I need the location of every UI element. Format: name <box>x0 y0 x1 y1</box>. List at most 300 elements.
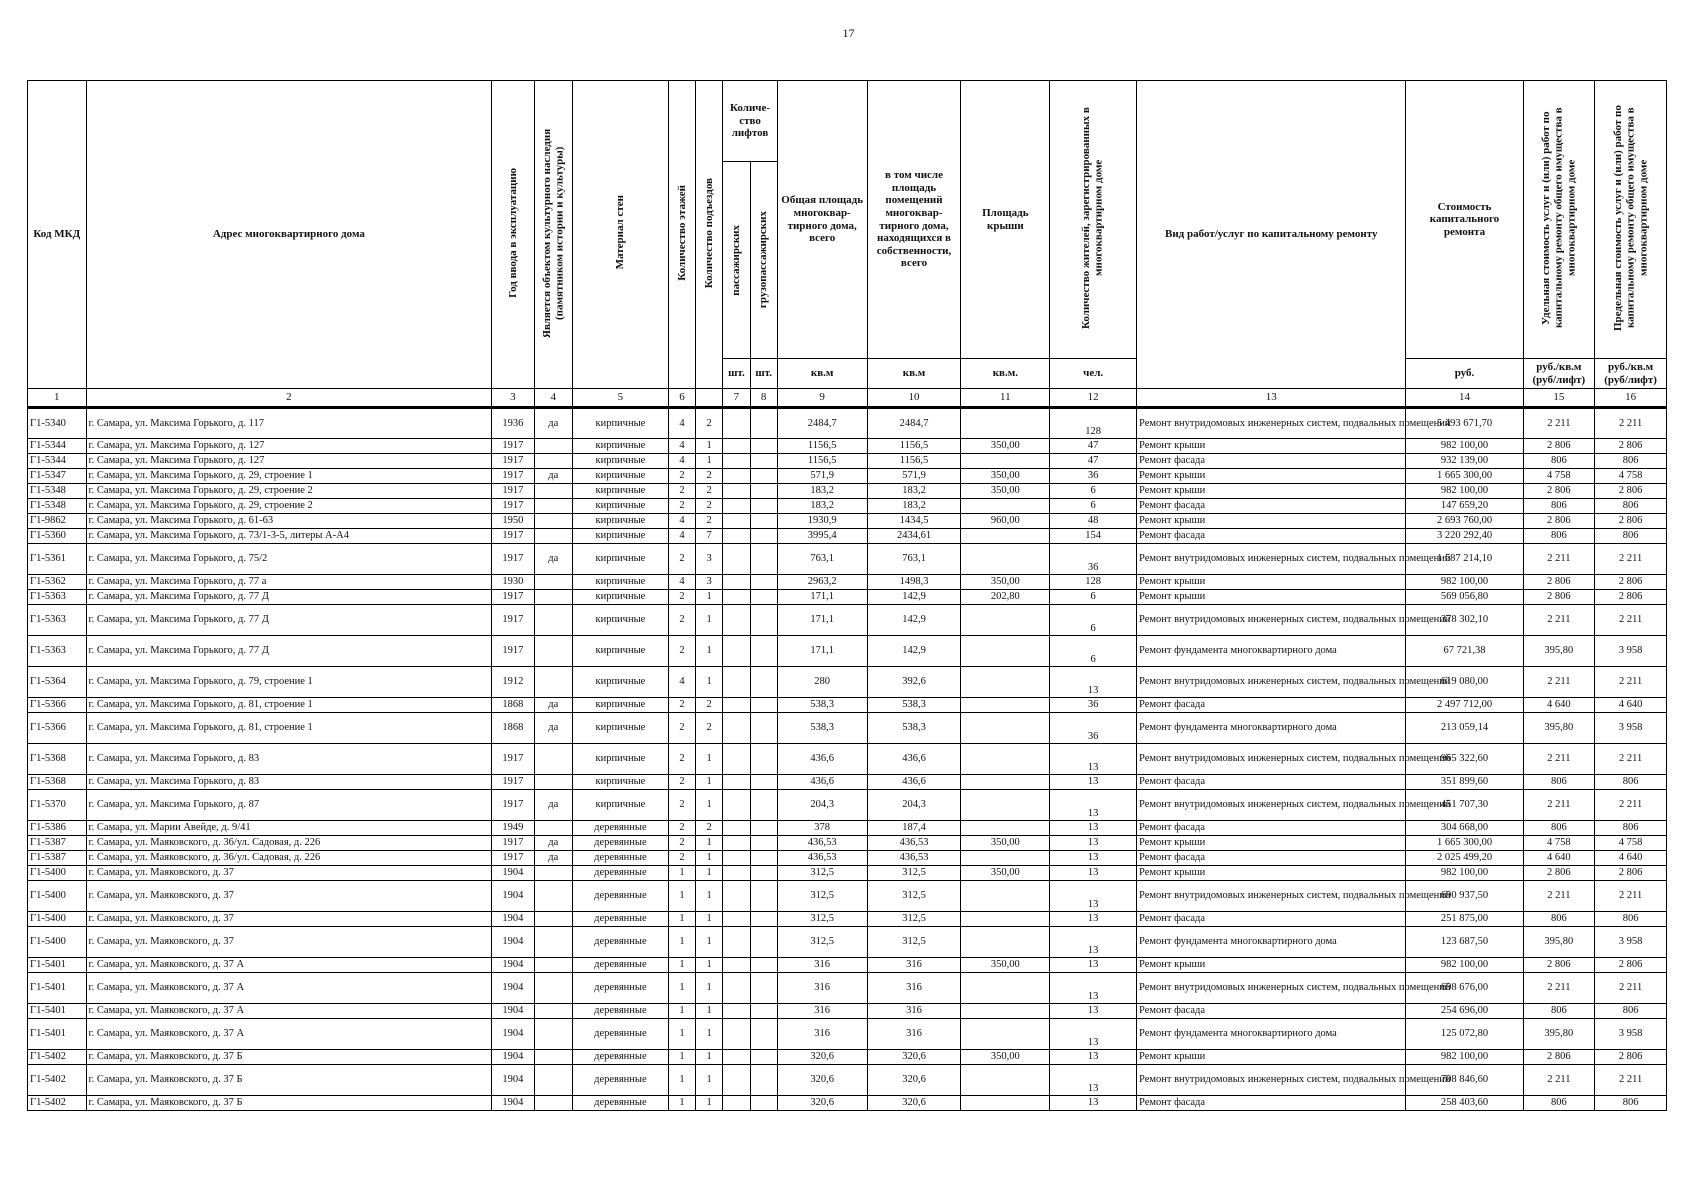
cell-limit-cost: 2 806 <box>1595 514 1667 529</box>
cell-address: г. Самара, ул. Максима Горького, д. 83 <box>86 744 492 775</box>
cell-total-area: 312,5 <box>777 881 867 912</box>
cell-material: деревянные <box>572 1019 668 1050</box>
cell-material: кирпичные <box>572 713 668 744</box>
cell-entrances: 1 <box>696 1019 723 1050</box>
cell-floors: 2 <box>668 790 695 821</box>
cell-total-area: 171,1 <box>777 605 867 636</box>
table-row <box>28 636 1667 667</box>
unit-cost: руб. <box>1406 359 1523 389</box>
table-row <box>28 1004 1667 1019</box>
cell-cost: 213 059,14 <box>1406 713 1523 744</box>
cell-freight-lifts <box>750 590 777 605</box>
cell-floors: 2 <box>668 775 695 790</box>
cell-address: г. Самара, ул. Максима Горького, д. 29, строение 2 <box>86 484 492 499</box>
cell-address: г. Самара, ул. Максима Горького, д. 79, строение 1 <box>86 667 492 698</box>
cell-residents: 13 <box>1050 1019 1137 1050</box>
colnum: 9 <box>777 389 867 408</box>
cell-roof-area <box>961 713 1050 744</box>
cell-freight-lifts <box>750 973 777 1004</box>
cell-code: Г1-9862 <box>28 514 87 529</box>
cell-code: Г1-5348 <box>28 484 87 499</box>
cell-material: кирпичные <box>572 529 668 544</box>
cell-material: кирпичные <box>572 636 668 667</box>
cell-freight-lifts <box>750 605 777 636</box>
unit-freight: шт. <box>750 359 777 389</box>
cell-passenger-lifts <box>723 499 750 514</box>
cell-floors: 1 <box>668 866 695 881</box>
cell-floors: 2 <box>668 836 695 851</box>
cell-address: г. Самара, ул. Максима Горького, д. 77 Д <box>86 636 492 667</box>
cell-heritage <box>534 1065 572 1096</box>
cell-owned-area: 142,9 <box>867 605 961 636</box>
cell-year: 1917 <box>492 499 534 514</box>
cell-heritage <box>534 605 572 636</box>
cell-heritage <box>534 499 572 514</box>
cell-owned-area: 187,4 <box>867 821 961 836</box>
cell-unit-cost: 806 <box>1523 775 1595 790</box>
cell-passenger-lifts <box>723 851 750 866</box>
table-row <box>28 469 1667 484</box>
cell-entrances: 1 <box>696 866 723 881</box>
header-year: Год ввода в эксплуатацию <box>492 81 534 389</box>
unit-residents: чел. <box>1050 359 1137 389</box>
cell-year: 1917 <box>492 529 534 544</box>
cell-code: Г1-5348 <box>28 499 87 514</box>
table-row <box>28 744 1667 775</box>
cell-owned-area: 538,3 <box>867 713 961 744</box>
cell-roof-area <box>961 973 1050 1004</box>
cell-entrances: 1 <box>696 454 723 469</box>
cell-heritage: да <box>534 698 572 713</box>
cell-total-area: 312,5 <box>777 927 867 958</box>
cell-passenger-lifts <box>723 667 750 698</box>
cell-total-area: 316 <box>777 958 867 973</box>
cell-roof-area <box>961 744 1050 775</box>
header-heritage: Является объектом культурного наследия (памятником истории и культуры) <box>534 81 572 389</box>
cell-code: Г1-5366 <box>28 713 87 744</box>
cell-year: 1917 <box>492 454 534 469</box>
cell-heritage <box>534 881 572 912</box>
cell-total-area: 763,1 <box>777 544 867 575</box>
cell-material: кирпичные <box>572 484 668 499</box>
cell-limit-cost: 806 <box>1595 821 1667 836</box>
header-code: Код МКД <box>28 81 87 389</box>
cell-unit-cost: 2 211 <box>1523 790 1595 821</box>
cell-passenger-lifts <box>723 469 750 484</box>
cell-material: деревянные <box>572 1096 668 1111</box>
cell-owned-area: 538,3 <box>867 698 961 713</box>
cell-total-area: 571,9 <box>777 469 867 484</box>
cell-limit-cost: 2 806 <box>1595 958 1667 973</box>
cell-year: 1949 <box>492 821 534 836</box>
cell-floors: 1 <box>668 927 695 958</box>
cell-passenger-lifts <box>723 713 750 744</box>
cell-unit-cost: 806 <box>1523 454 1595 469</box>
cell-code: Г1-5400 <box>28 881 87 912</box>
table-row <box>28 484 1667 499</box>
table-row <box>28 775 1667 790</box>
cell-code: Г1-5361 <box>28 544 87 575</box>
cell-code: Г1-5360 <box>28 529 87 544</box>
cell-entrances: 2 <box>696 698 723 713</box>
cell-limit-cost: 2 211 <box>1595 744 1667 775</box>
cell-cost: 2 693 760,00 <box>1406 514 1523 529</box>
page-number: 17 <box>842 26 855 40</box>
cell-work-type: Ремонт фасада <box>1137 1004 1406 1019</box>
cell-cost: 965 322,60 <box>1406 744 1523 775</box>
cell-cost: 258 403,60 <box>1406 1096 1523 1111</box>
cell-floors: 4 <box>668 514 695 529</box>
cell-cost: 1 687 214,10 <box>1406 544 1523 575</box>
cell-passenger-lifts <box>723 605 750 636</box>
cell-floors: 2 <box>668 544 695 575</box>
cell-freight-lifts <box>750 851 777 866</box>
cell-roof-area <box>961 912 1050 927</box>
cell-code: Г1-5370 <box>28 790 87 821</box>
cell-entrances: 1 <box>696 1096 723 1111</box>
cell-unit-cost: 2 806 <box>1523 1050 1595 1065</box>
cell-passenger-lifts <box>723 881 750 912</box>
cell-owned-area: 183,2 <box>867 484 961 499</box>
cell-heritage: да <box>534 713 572 744</box>
cell-residents: 48 <box>1050 514 1137 529</box>
cell-code: Г1-5363 <box>28 605 87 636</box>
cell-unit-cost: 806 <box>1523 1096 1595 1111</box>
header-unit-cost: Удельная стоимость услуг и (или) работ по капитальному ремонту общего имущества в многоквартирном доме <box>1523 81 1595 359</box>
cell-residents: 13 <box>1050 744 1137 775</box>
cell-address: г. Самара, ул. Максима Горького, д. 75/2 <box>86 544 492 575</box>
cell-passenger-lifts <box>723 912 750 927</box>
cell-roof-area <box>961 1096 1050 1111</box>
colnum: 8 <box>750 389 777 408</box>
header-total-area: Общая площадь многоквар-тирного дома, всего <box>777 81 867 359</box>
cell-floors: 2 <box>668 744 695 775</box>
cell-residents: 6 <box>1050 590 1137 605</box>
colnum: 12 <box>1050 389 1137 408</box>
cell-cost: 2 497 712,00 <box>1406 698 1523 713</box>
cell-roof-area: 960,00 <box>961 514 1050 529</box>
cell-address: г. Самара, ул. Марии Авейде, д. 9/41 <box>86 821 492 836</box>
cell-work-type: Ремонт фасада <box>1137 698 1406 713</box>
cell-owned-area: 1434,5 <box>867 514 961 529</box>
cell-cost: 351 899,60 <box>1406 775 1523 790</box>
cell-code: Г1-5401 <box>28 958 87 973</box>
cell-roof-area <box>961 881 1050 912</box>
header-freight: грузопассажирских <box>757 211 770 309</box>
cell-total-area: 316 <box>777 1004 867 1019</box>
cell-code: Г1-5387 <box>28 851 87 866</box>
cell-limit-cost: 2 211 <box>1595 790 1667 821</box>
cell-year: 1936 <box>492 408 534 439</box>
cell-address: г. Самара, ул. Максима Горького, д. 61-63 <box>86 514 492 529</box>
cell-roof-area <box>961 544 1050 575</box>
cell-owned-area: 204,3 <box>867 790 961 821</box>
cell-roof-area <box>961 636 1050 667</box>
cell-floors: 4 <box>668 439 695 454</box>
table-row <box>28 1050 1667 1065</box>
cell-address: г. Самара, ул. Маяковского, д. 37 А <box>86 958 492 973</box>
table-row <box>28 836 1667 851</box>
cell-freight-lifts <box>750 866 777 881</box>
cell-entrances: 1 <box>696 927 723 958</box>
cell-entrances: 1 <box>696 1004 723 1019</box>
cell-code: Г1-5344 <box>28 454 87 469</box>
cell-work-type: Ремонт крыши <box>1137 590 1406 605</box>
cell-total-area: 280 <box>777 667 867 698</box>
cell-material: кирпичные <box>572 544 668 575</box>
cell-roof-area <box>961 1019 1050 1050</box>
cell-cost: 708 846,60 <box>1406 1065 1523 1096</box>
cell-unit-cost: 2 211 <box>1523 744 1595 775</box>
cell-freight-lifts <box>750 408 777 439</box>
cell-work-type: Ремонт крыши <box>1137 469 1406 484</box>
cell-total-area: 204,3 <box>777 790 867 821</box>
cell-material: деревянные <box>572 866 668 881</box>
cell-limit-cost: 3 958 <box>1595 927 1667 958</box>
cell-year: 1868 <box>492 698 534 713</box>
cell-entrances: 2 <box>696 499 723 514</box>
cell-unit-cost: 395,80 <box>1523 713 1595 744</box>
cell-year: 1868 <box>492 713 534 744</box>
cell-passenger-lifts <box>723 1004 750 1019</box>
cell-limit-cost: 2 806 <box>1595 439 1667 454</box>
cell-owned-area: 436,53 <box>867 851 961 866</box>
cell-passenger-lifts <box>723 636 750 667</box>
cell-year: 1904 <box>492 1050 534 1065</box>
cell-total-area: 3995,4 <box>777 529 867 544</box>
cell-passenger-lifts <box>723 1019 750 1050</box>
cell-unit-cost: 2 806 <box>1523 866 1595 881</box>
cell-owned-area: 1156,5 <box>867 439 961 454</box>
cell-year: 1904 <box>492 1096 534 1111</box>
cell-residents: 13 <box>1050 912 1137 927</box>
cell-year: 1904 <box>492 881 534 912</box>
cell-roof-area <box>961 1004 1050 1019</box>
cell-total-area: 312,5 <box>777 866 867 881</box>
cell-material: кирпичные <box>572 590 668 605</box>
cell-limit-cost: 3 958 <box>1595 636 1667 667</box>
cell-limit-cost: 806 <box>1595 1004 1667 1019</box>
colnum: 10 <box>867 389 961 408</box>
cell-year: 1917 <box>492 636 534 667</box>
cell-material: деревянные <box>572 1065 668 1096</box>
cell-year: 1904 <box>492 973 534 1004</box>
cell-entrances: 2 <box>696 514 723 529</box>
cell-freight-lifts <box>750 575 777 590</box>
cell-roof-area: 202,80 <box>961 590 1050 605</box>
cell-limit-cost: 4 640 <box>1595 698 1667 713</box>
cell-freight-lifts <box>750 775 777 790</box>
cell-code: Г1-5400 <box>28 866 87 881</box>
cell-total-area: 316 <box>777 1019 867 1050</box>
cell-cost: 451 707,30 <box>1406 790 1523 821</box>
cell-freight-lifts <box>750 529 777 544</box>
cell-roof-area <box>961 851 1050 866</box>
cell-material: кирпичные <box>572 514 668 529</box>
cell-cost: 982 100,00 <box>1406 484 1523 499</box>
cell-owned-area: 763,1 <box>867 544 961 575</box>
cell-code: Г1-5344 <box>28 439 87 454</box>
cell-roof-area <box>961 775 1050 790</box>
cell-owned-area: 142,9 <box>867 636 961 667</box>
cell-entrances: 1 <box>696 590 723 605</box>
cell-roof-area: 350,00 <box>961 866 1050 881</box>
cell-entrances: 1 <box>696 1050 723 1065</box>
cell-floors: 1 <box>668 1065 695 1096</box>
cell-passenger-lifts <box>723 1065 750 1096</box>
cell-work-type: Ремонт крыши <box>1137 484 1406 499</box>
cell-freight-lifts <box>750 744 777 775</box>
cell-owned-area: 142,9 <box>867 590 961 605</box>
table-row <box>28 605 1667 636</box>
cell-unit-cost: 4 640 <box>1523 698 1595 713</box>
cell-limit-cost: 2 806 <box>1595 575 1667 590</box>
cell-entrances: 1 <box>696 881 723 912</box>
cell-unit-cost: 2 211 <box>1523 1065 1595 1096</box>
cell-work-type: Ремонт фасада <box>1137 499 1406 514</box>
cell-cost: 67 721,38 <box>1406 636 1523 667</box>
cell-freight-lifts <box>750 1004 777 1019</box>
cell-roof-area: 350,00 <box>961 575 1050 590</box>
cell-floors: 1 <box>668 1004 695 1019</box>
cell-code: Г1-5368 <box>28 744 87 775</box>
cell-entrances: 1 <box>696 836 723 851</box>
cell-address: г. Самара, ул. Максима Горького, д. 83 <box>86 775 492 790</box>
cell-roof-area <box>961 408 1050 439</box>
cell-freight-lifts <box>750 821 777 836</box>
cell-passenger-lifts <box>723 698 750 713</box>
cell-freight-lifts <box>750 499 777 514</box>
cell-heritage: да <box>534 544 572 575</box>
cell-heritage <box>534 927 572 958</box>
cell-material: кирпичные <box>572 790 668 821</box>
cell-total-area: 320,6 <box>777 1096 867 1111</box>
cell-total-area: 1930,9 <box>777 514 867 529</box>
cell-code: Г1-5400 <box>28 912 87 927</box>
cell-work-type: Ремонт фундамента многоквартирного дома <box>1137 636 1406 667</box>
cell-floors: 1 <box>668 1096 695 1111</box>
cell-work-type: Ремонт фасада <box>1137 529 1406 544</box>
cell-floors: 2 <box>668 469 695 484</box>
cell-unit-cost: 2 806 <box>1523 439 1595 454</box>
cell-heritage <box>534 514 572 529</box>
cell-cost: 5 493 671,70 <box>1406 408 1523 439</box>
table-row <box>28 973 1667 1004</box>
cell-heritage: да <box>534 851 572 866</box>
cell-cost: 254 696,00 <box>1406 1004 1523 1019</box>
cell-unit-cost: 2 211 <box>1523 973 1595 1004</box>
cell-roof-area <box>961 927 1050 958</box>
cell-freight-lifts <box>750 484 777 499</box>
cell-passenger-lifts <box>723 590 750 605</box>
cell-owned-area: 436,53 <box>867 836 961 851</box>
cell-roof-area: 350,00 <box>961 469 1050 484</box>
cell-freight-lifts <box>750 790 777 821</box>
cell-entrances: 1 <box>696 605 723 636</box>
cell-passenger-lifts <box>723 1050 750 1065</box>
header-cost: Стоимость капитального ремонта <box>1406 81 1523 359</box>
cell-roof-area <box>961 698 1050 713</box>
table-row <box>28 667 1667 698</box>
cell-year: 1917 <box>492 439 534 454</box>
cell-code: Г1-5363 <box>28 636 87 667</box>
cell-year: 1904 <box>492 958 534 973</box>
cell-cost: 123 687,50 <box>1406 927 1523 958</box>
colnum: 7 <box>723 389 750 408</box>
cell-owned-area: 320,6 <box>867 1065 961 1096</box>
cell-address: г. Самара, ул. Маяковского, д. 37 А <box>86 973 492 1004</box>
colnum: 11 <box>961 389 1050 408</box>
table-row <box>28 1096 1667 1111</box>
cell-work-type: Ремонт фундамента многоквартирного дома <box>1137 713 1406 744</box>
cell-freight-lifts <box>750 544 777 575</box>
cell-passenger-lifts <box>723 836 750 851</box>
cell-entrances: 3 <box>696 544 723 575</box>
cell-heritage <box>534 912 572 927</box>
cell-freight-lifts <box>750 636 777 667</box>
cell-address: г. Самара, ул. Максима Горького, д. 87 <box>86 790 492 821</box>
cell-entrances: 1 <box>696 667 723 698</box>
cell-work-type: Ремонт внутридомовых инженерных систем, подвальных помещений <box>1137 973 1406 1004</box>
header-work-type: Вид работ/услуг по капитальному ремонту <box>1137 81 1406 389</box>
cell-cost: 982 100,00 <box>1406 1050 1523 1065</box>
cell-residents: 13 <box>1050 790 1137 821</box>
table-row <box>28 408 1667 439</box>
cell-residents: 13 <box>1050 958 1137 973</box>
cell-code: Г1-5363 <box>28 590 87 605</box>
cell-year: 1904 <box>492 927 534 958</box>
cell-residents: 13 <box>1050 866 1137 881</box>
cell-material: деревянные <box>572 1050 668 1065</box>
cell-material: кирпичные <box>572 499 668 514</box>
cell-cost: 378 302,10 <box>1406 605 1523 636</box>
header-residents: Количество жителей, зарегистрированных в многоквартирном доме <box>1050 81 1137 359</box>
cell-residents: 13 <box>1050 927 1137 958</box>
cell-address: г. Самара, ул. Маяковского, д. 36/ул. Садовая, д. 226 <box>86 851 492 866</box>
cell-cost: 982 100,00 <box>1406 439 1523 454</box>
cell-residents: 154 <box>1050 529 1137 544</box>
table-row <box>28 590 1667 605</box>
cell-limit-cost: 3 958 <box>1595 713 1667 744</box>
table-row <box>28 544 1667 575</box>
cell-heritage <box>534 484 572 499</box>
cell-cost: 698 676,00 <box>1406 973 1523 1004</box>
cell-unit-cost: 806 <box>1523 912 1595 927</box>
cell-residents: 6 <box>1050 499 1137 514</box>
cell-year: 1917 <box>492 590 534 605</box>
cell-heritage: да <box>534 469 572 484</box>
colnum: 2 <box>86 389 492 408</box>
cell-floors: 2 <box>668 851 695 866</box>
cell-work-type: Ремонт крыши <box>1137 866 1406 881</box>
cell-passenger-lifts <box>723 744 750 775</box>
cell-passenger-lifts <box>723 484 750 499</box>
cell-address: г. Самара, ул. Максима Горького, д. 117 <box>86 408 492 439</box>
cell-work-type: Ремонт крыши <box>1137 836 1406 851</box>
cell-work-type: Ремонт крыши <box>1137 514 1406 529</box>
cell-floors: 2 <box>668 590 695 605</box>
cell-limit-cost: 2 806 <box>1595 1050 1667 1065</box>
cell-cost: 125 072,80 <box>1406 1019 1523 1050</box>
cell-floors: 2 <box>668 499 695 514</box>
cell-address: г. Самара, ул. Маяковского, д. 37 А <box>86 1004 492 1019</box>
cell-entrances: 3 <box>696 575 723 590</box>
cell-entrances: 1 <box>696 439 723 454</box>
cell-work-type: Ремонт крыши <box>1137 575 1406 590</box>
cell-year: 1917 <box>492 851 534 866</box>
cell-limit-cost: 2 211 <box>1595 881 1667 912</box>
colnum: 16 <box>1595 389 1667 408</box>
